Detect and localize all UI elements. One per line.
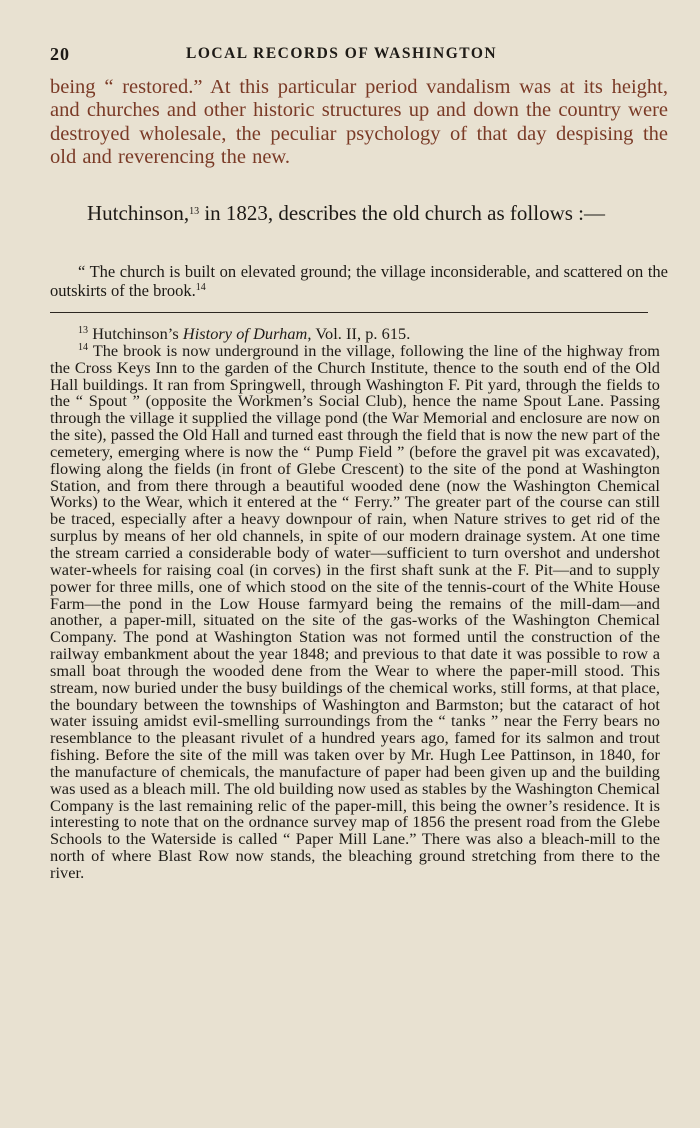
block-quote xyxy=(50,262,668,300)
running-title: LOCAL RECORDS OF WASHINGTON xyxy=(186,45,498,62)
footnote-13-text-start: Hutchinson’s xyxy=(88,324,183,343)
footnote-marker-14: 14 xyxy=(78,341,89,353)
footnote-ref-14: 14 xyxy=(195,282,206,293)
body-text-start: Hutchinson, xyxy=(87,201,190,225)
body-text-end: in 1823, describes the old church as follows :— xyxy=(199,201,605,225)
footnote-14 xyxy=(50,340,660,882)
body-paragraph xyxy=(50,202,668,226)
page-header xyxy=(50,44,670,70)
footnote-marker-13: 13 xyxy=(78,325,89,336)
footnote-13-book-title: History of Durham, xyxy=(182,324,312,343)
quote-text: “ The church is built on elevated ground; the village inconsiderable, and scattered on the outskirts of the brook. xyxy=(50,262,668,300)
page-number: 20 xyxy=(50,44,70,64)
footnote-divider xyxy=(50,312,648,313)
footnotes xyxy=(50,326,660,882)
lead-paragraph: being “ restored.” At this particular period vandalism was at its height, and churches and other historic structures up and down the country were destroyed wholesale, the peculiar psychology of that day despising the old and reverencing the new. xyxy=(50,76,668,169)
footnote-ref-13: 13 xyxy=(189,206,200,217)
footnote-13-text-end: Vol. II, p. 615. xyxy=(311,324,411,343)
footnote-14-text: The brook is now underground in the village, following the line of the highway from the Cross Keys Inn to the garden of the Church Institute, thence to the south end of the Old Hall buildings. It ran from Springwell, through Washington F. Pit yard, through the fields to the “ Spout ” (opposite the Workmen’s Social Club), hence the name Spout Lane. Passing through the village it supplied the village pond (the War Memorial and enclosure are now on the site), passed the Old Hall and turned east through the field that is now the new part of the cemetery, emerging where is now the “ Pump Field ” (before the gravel pit was excavated), flowing along the fields (in front of Glebe Crescent) to the site of the pond at Washington Station, and from there through a beautiful wooded dene (now the Washington Chemical Works) to the Wear, which it entered at the “ Ferry.” The greater part of the course can still be traced, especially after a heavy downpour of rain, when Nature strives to get rid of the surplus by means of her old channels, in spite of our modern drainage system. At one time the stream carried a considerable body of water—sufficient to turn overshot and undershot water-wheels for raising coal (in corves) in the first shaft sunk at the F. Pit—and to supply power for three mills, one of which stood on the site of the tennis-court of the White House Farm—the pond in the Low House farmyard being the remains of the mill-dam—and another, a paper-mill, situated on the site of the gas-works of the Washington Chemical Company. The pond at Washington Station was not formed until the construction of the railway embankment about the year 1848; and previous to that date it was possible to row a small boat through the wooded dene from the Wear to where the paper-mill stood. This stream, now buried under the busy buildings of the chemical works, still forms, at that place, the boundary between the townships of Washington and Barmston; but the cataract of hot water issuing amidst evil-smelling surroundings from the “ tanks ” near the Ferry bears no resemblance to the pleasant rivulet of a hundred years ago, famed for its salmon and trout fishing. Before the site of the mill was taken over by Mr. Hugh Lee Pattinson, in 1840, for the manufacture of chemicals, the manufacture of paper had been given up and the building was used as a bleach mill. The old building now used as stables by the Washington Chemical Company is the last remaining relic of the paper-mill, this being the owner’s residence. It is interesting to note that on the ordnance survey map of 1856 the present road from the Glebe Schools to the Waterside is called “ Paper Mill Lane.” There was also a bleach-mill to the north of where Blast Row now stands, the bleaching ground stretching from there to the river. xyxy=(50,340,660,882)
